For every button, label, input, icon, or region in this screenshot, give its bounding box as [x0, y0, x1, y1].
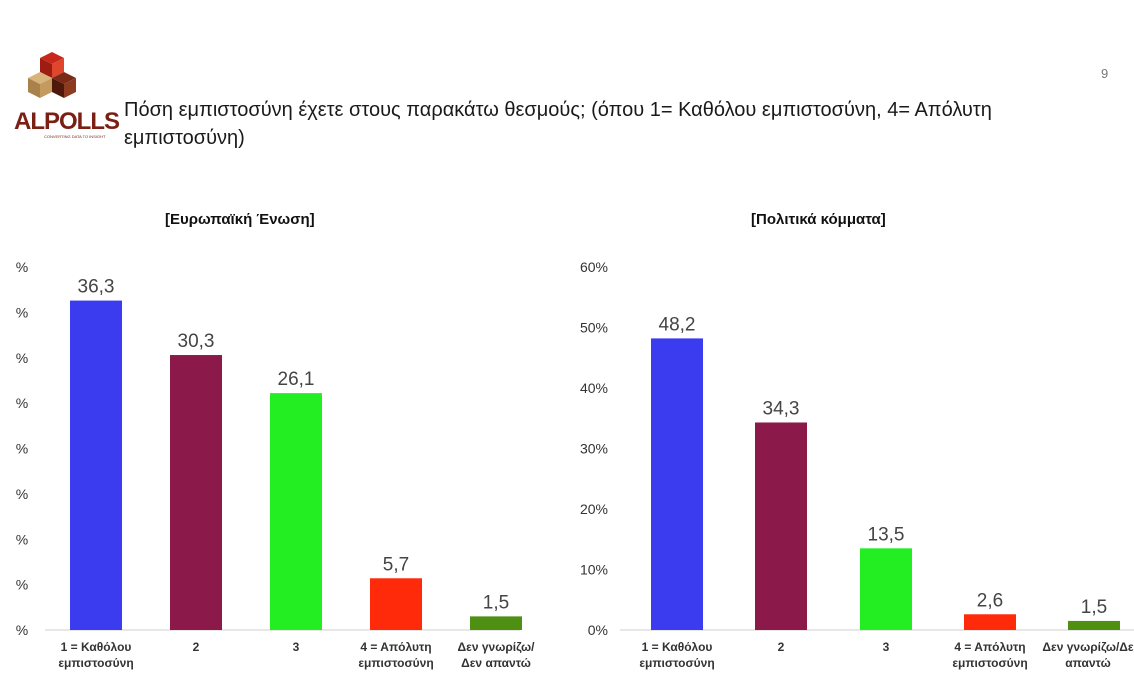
bar-value-label: 30,3 [177, 331, 215, 353]
bar-value-label: 1,5 [1080, 596, 1108, 618]
y-tick-label: 30% [579, 440, 608, 457]
bar-value-label: 2,6 [976, 590, 1004, 612]
bar [270, 393, 322, 630]
bar-value-label: 48,2 [658, 314, 696, 336]
y-tick-label: % [15, 440, 29, 457]
x-category-label: 3 [882, 640, 890, 654]
x-category-label: 4 = Απόλυτη εμπιστοσύνη [358, 640, 434, 670]
y-tick-label: % [15, 531, 29, 548]
x-category-label: 2 [192, 640, 200, 654]
y-tick-label: 40% [579, 380, 608, 396]
bar [755, 422, 807, 630]
page-number: 9 [1101, 66, 1109, 81]
y-tick-label: % [15, 576, 29, 593]
x-category-label: 1 = Καθόλου εμπιστοσύνη [639, 640, 715, 670]
bar-value-label: 5,7 [382, 554, 410, 576]
y-tick-label: % [15, 395, 29, 412]
y-tick-label: % [15, 259, 29, 275]
y-tick-label: % [15, 622, 29, 638]
y-tick-label: % [15, 349, 29, 366]
bar-value-label: 36,3 [77, 276, 115, 298]
bar [860, 548, 912, 630]
bar-value-label: 26,1 [277, 369, 315, 391]
chart-title-eu: [Ευρωπαϊκή Ένωση] [165, 211, 315, 228]
x-category-label: 2 [777, 640, 785, 654]
y-tick-label: 60% [579, 259, 608, 275]
bar [470, 616, 522, 630]
y-tick-label: 10% [579, 561, 608, 578]
bar [1068, 621, 1120, 630]
y-tick-label: 50% [579, 319, 608, 336]
bar-value-label: 13,5 [867, 524, 905, 546]
x-category-label: 4 = Απόλυτη εμπιστοσύνη [952, 640, 1028, 670]
bar [70, 301, 122, 630]
x-category-label: Δεν γνωρίζω/Δε απαντώ [1042, 640, 1134, 670]
x-category-label: 1 = Καθόλου εμπιστοσύνη [58, 640, 134, 670]
y-tick-label: 0% [587, 622, 608, 638]
bar [964, 614, 1016, 630]
bar-value-label: 1,5 [482, 592, 510, 614]
chart-title-parties: [Πολιτικά κόμματα] [751, 211, 886, 228]
bar [651, 338, 703, 630]
bar [370, 578, 422, 630]
logo-text: ALPOLLS [14, 108, 119, 135]
y-tick-label: % [15, 485, 29, 502]
survey-question: Πόση εμπιστοσύνη έχετε στους παρακάτω θεσμούς; (όπου 1= Καθόλου εμπιστοσύνη, 4= Απόλυτη εμπιστοσύνη) [124, 99, 992, 149]
y-tick-label: 20% [579, 501, 608, 517]
y-tick-label: % [15, 304, 29, 321]
x-category-label: 3 [292, 640, 300, 654]
x-category-label: Δεν γνωρίζω/Δεν απαντώ [457, 640, 535, 670]
bar-value-label: 34,3 [762, 398, 800, 420]
bar [170, 355, 222, 630]
logo-tagline: CONVERTING DATA TO INSIGHT [44, 134, 106, 139]
